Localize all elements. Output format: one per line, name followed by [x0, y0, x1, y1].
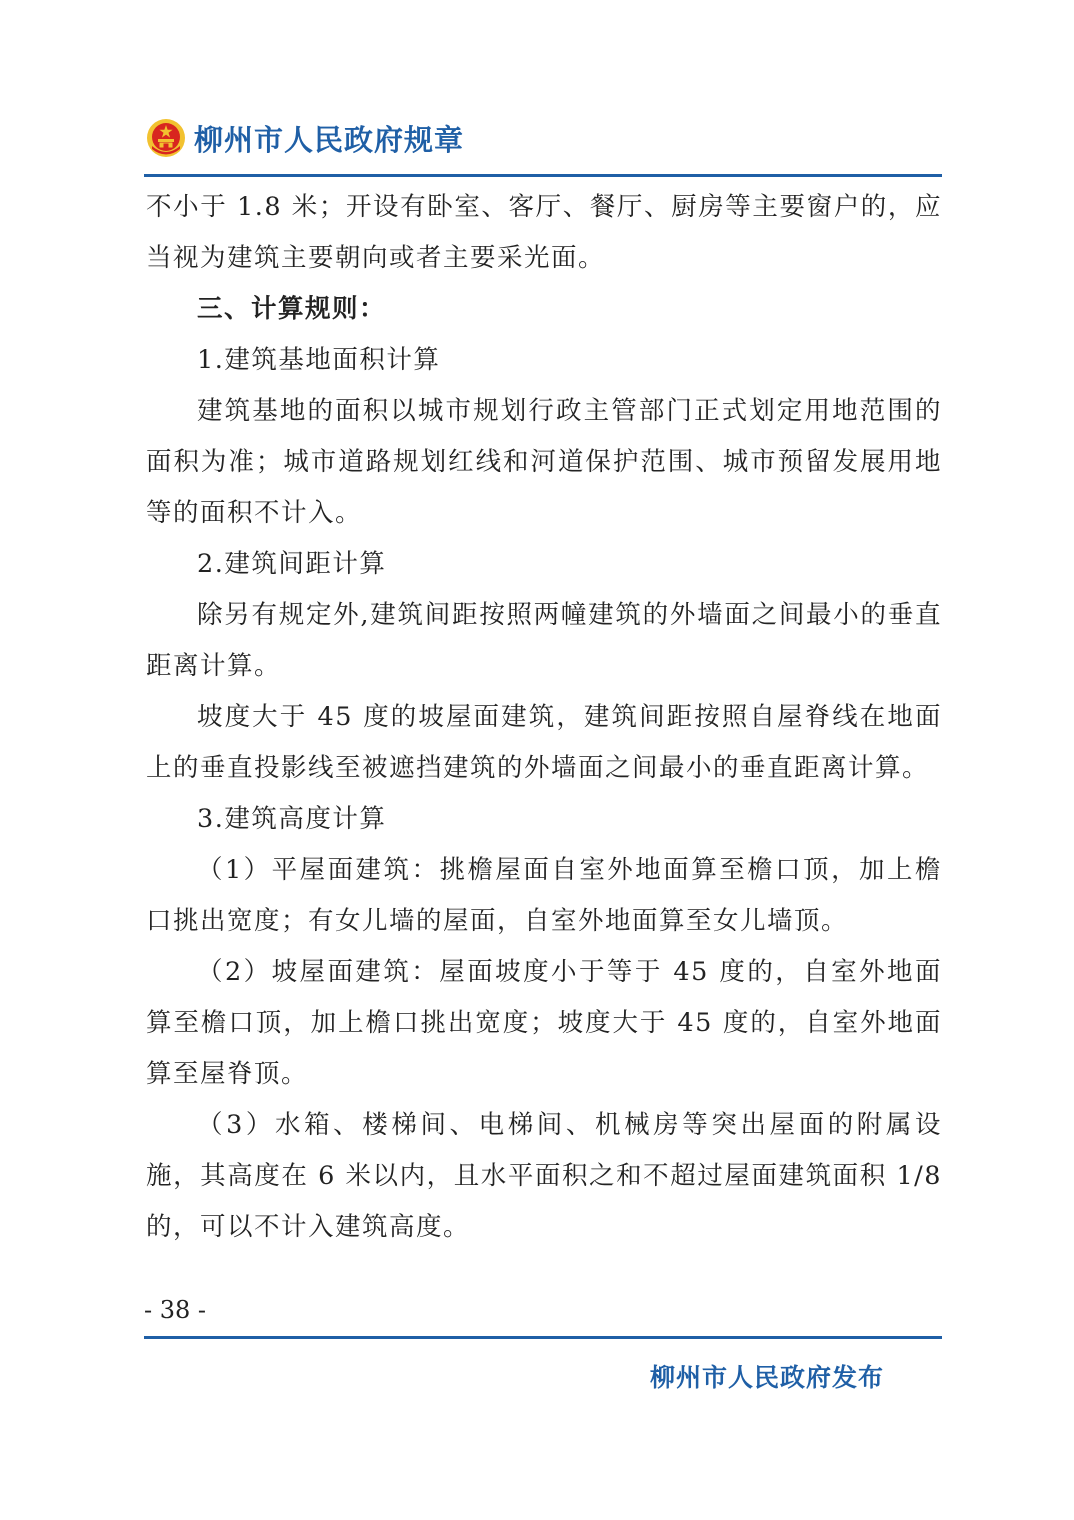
header-divider — [144, 174, 942, 177]
header-title: 柳州市人民政府规章 — [194, 122, 465, 157]
paragraph-6: （2）坡屋面建筑：屋面坡度小于等于 45 度的，自室外地面算至檐口顶，加上檐口挑出宽度；坡度大于 45 度的，自室外地面算至屋脊顶。 — [146, 957, 942, 1089]
subheading-3: 3.建筑高度计算 — [197, 804, 387, 834]
national-emblem-icon — [146, 118, 186, 158]
paragraph-2: 建筑基地的面积以城市规划行政主管部门正式划定用地范围的面积为准；城市道路规划红线和河道保护范围、城市预留发展用地等的面积不计入。 — [146, 396, 942, 528]
page-header — [146, 112, 464, 164]
paragraph-3: 除另有规定外,建筑间距按照两幢建筑的外墙面之间最小的垂直距离计算。 — [146, 600, 942, 681]
document-body — [146, 182, 942, 1253]
paragraph-4: 坡度大于 45 度的坡屋面建筑，建筑间距按照自屋脊线在地面上的垂直投影线至被遮挡建筑的外墙面之间最小的垂直距离计算。 — [146, 702, 942, 783]
paragraph-7: （3）水箱、楼梯间、电梯间、机械房等突出屋面的附属设施，其高度在 6 米以内，且水平面积之和不超过屋面建筑面积 1/8 的，可以不计入建筑高度。 — [146, 1110, 942, 1242]
footer-divider — [144, 1336, 942, 1339]
footer-publisher: 柳州市人民政府发布 — [650, 1363, 885, 1392]
paragraph-1: 不小于 1.8 米；开设有卧室、客厅、餐厅、厨房等主要窗户的，应当视为建筑主要朝向或者主要采光面。 — [146, 192, 942, 273]
page-number: - 38 - — [144, 1296, 207, 1324]
section-heading: 三、计算规则： — [197, 294, 387, 324]
paragraph-5: （1）平屋面建筑：挑檐屋面自室外地面算至檐口顶，加上檐口挑出宽度；有女儿墙的屋面，自室外地面算至女儿墙顶。 — [146, 855, 942, 936]
subheading-1: 1.建筑基地面积计算 — [197, 345, 441, 375]
subheading-2: 2.建筑间距计算 — [197, 549, 387, 579]
